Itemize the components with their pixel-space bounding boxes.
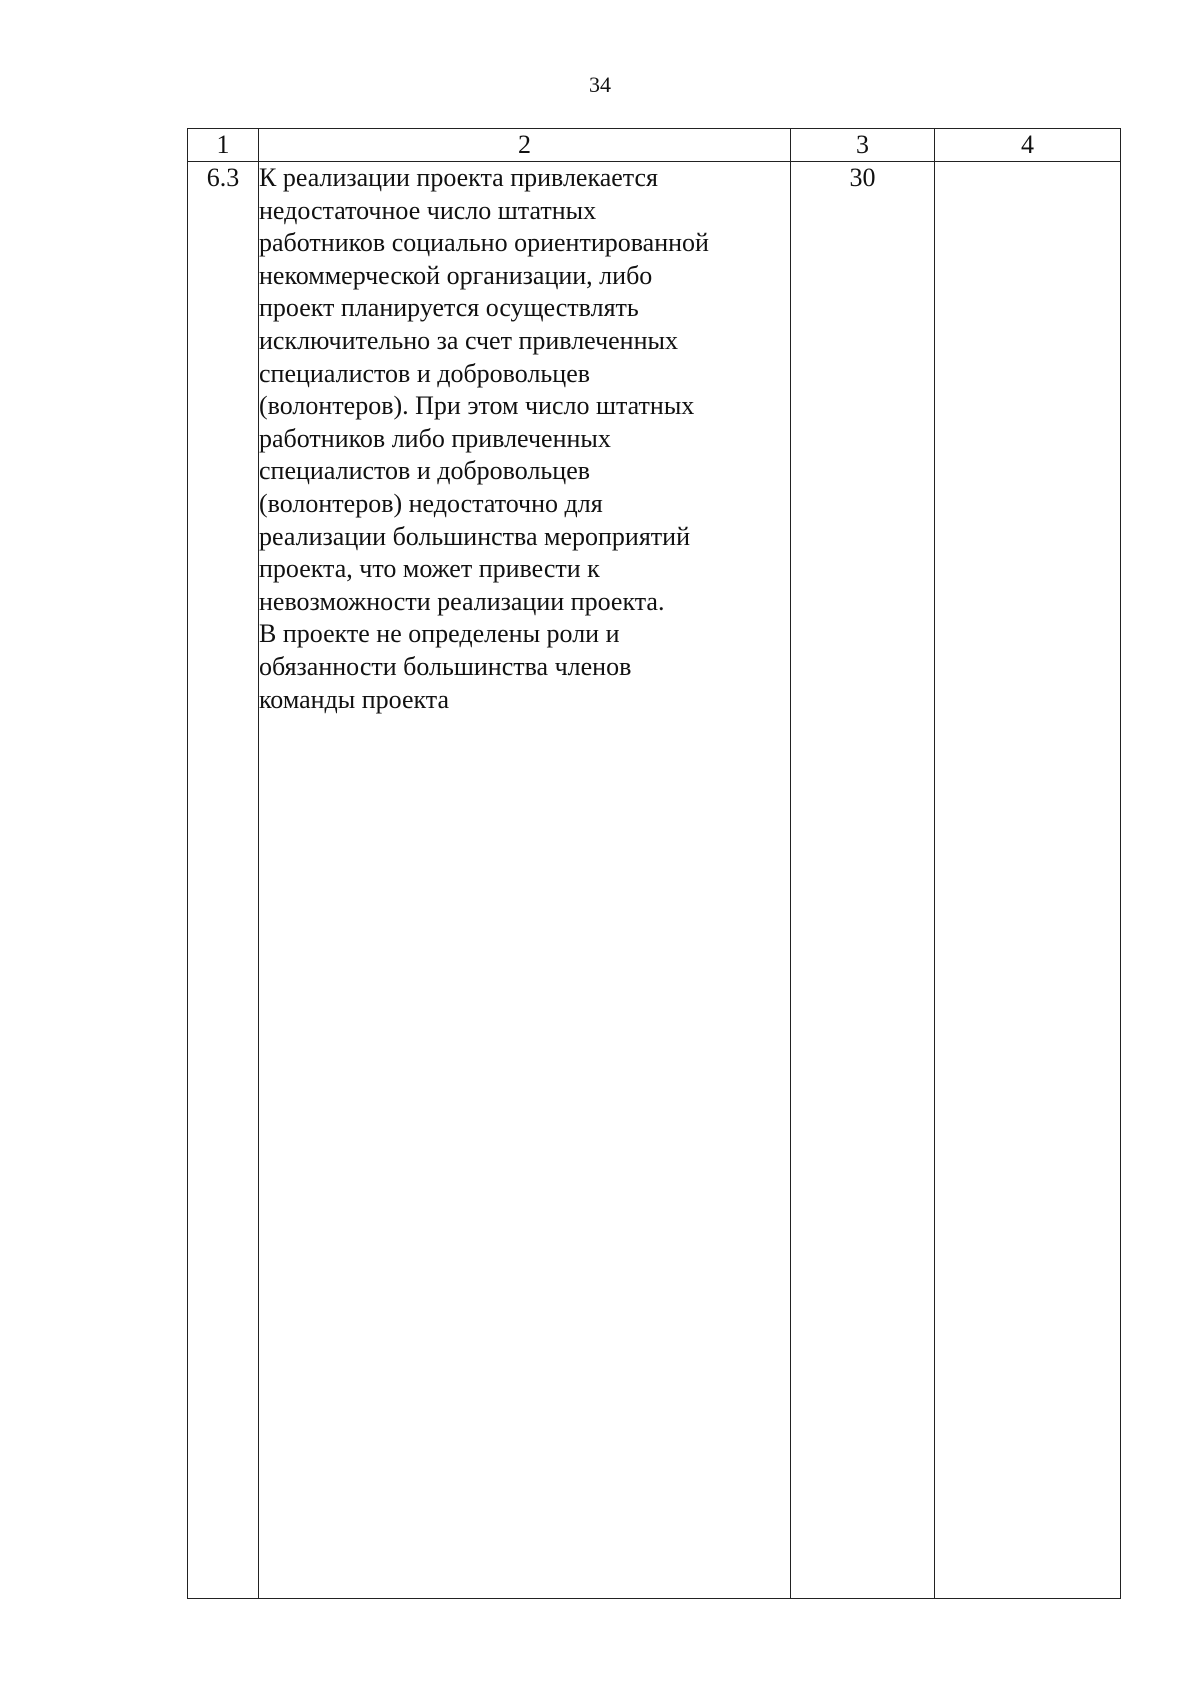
- header-cell-col4: 4: [935, 129, 1121, 162]
- table-row: [188, 162, 1121, 1599]
- row-score-cell: 30: [791, 162, 935, 1599]
- row-notes-cell: [935, 162, 1121, 1599]
- header-cell-col2: 2: [259, 129, 791, 162]
- header-cell-col1: 1: [188, 129, 259, 162]
- page-number: 34: [589, 72, 611, 97]
- criterion-description: К реализации проекта привлекается недостаточное число штатных работников социально ориентированной некоммерческой организации, либо проект планируется осуществлять исключительно за счет привлеченных специалистов и добровольцев (волонтеров). При этом число штатных работников либо привлеченных специалистов и добровольцев (волонтеров) недостаточно для реализации большинства мероприятий проекта, что может привести к невозможности реализации проекта. В проекте не определены роли и обязанности большинства членов команды проекта: [259, 163, 709, 714]
- row-number-cell: 6.3: [188, 162, 259, 1599]
- header-cell-col3: 3: [791, 129, 935, 162]
- criteria-table: [187, 128, 1121, 1599]
- table-header-row: [188, 129, 1121, 162]
- row-description-cell: [259, 162, 791, 1599]
